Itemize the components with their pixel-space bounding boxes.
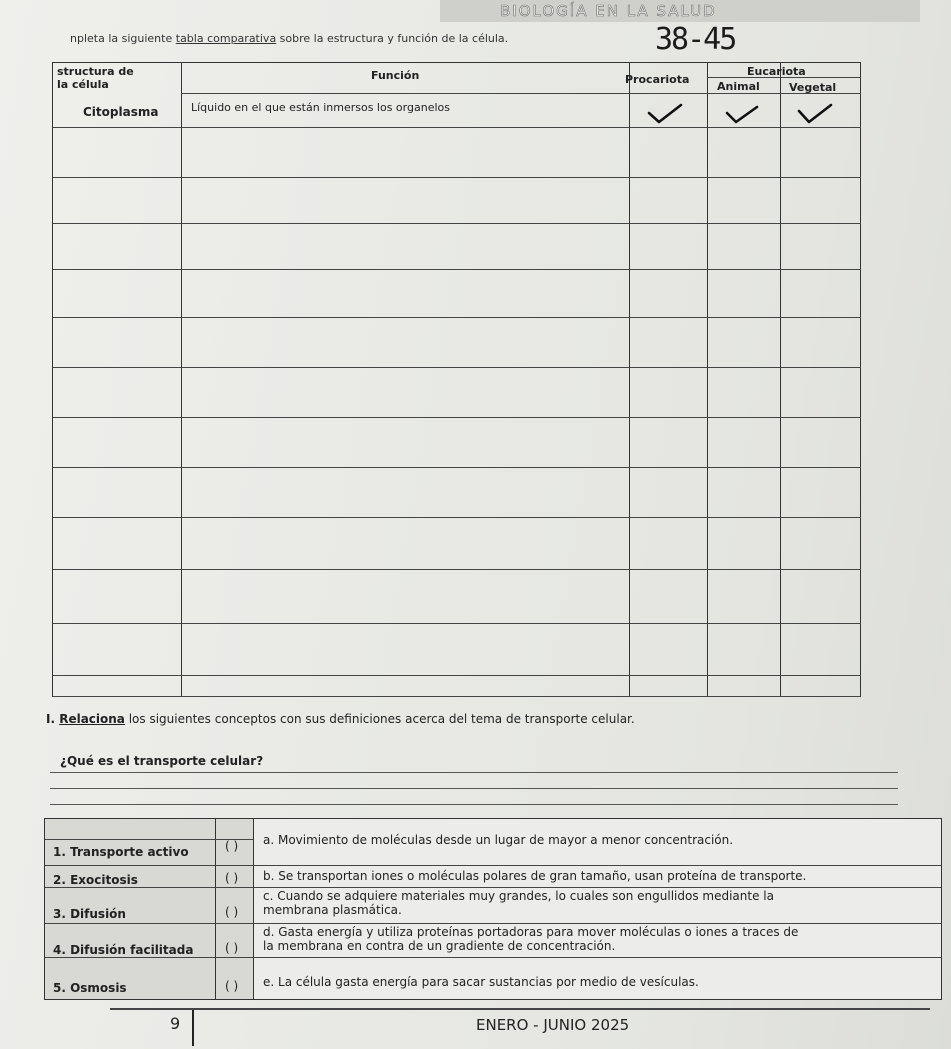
- header-structure-line1: structura de: [57, 65, 134, 78]
- term-diffusion: 3. Difusión: [53, 907, 126, 921]
- section-instruction: los siguientes conceptos con sus definiciones acerca del tema de transporte celular.: [124, 712, 635, 726]
- definition-b-text: b. Se transportan iones o moléculas polares de gran tamaño, usan proteína de transporte.: [263, 869, 807, 883]
- definition-e: [263, 975, 699, 989]
- check-icon-plant: [797, 103, 833, 125]
- definition-d-line2: la membrana en contra de un gradiente de concentración.: [263, 939, 616, 953]
- definition-e-text: e. La célula gasta energía para sacar sustancias por medio de vesículas.: [263, 975, 699, 989]
- answer-line: [50, 804, 898, 805]
- header-title: BIOLOGÍA EN LA SALUD: [500, 2, 717, 20]
- definition-a: [263, 833, 733, 847]
- instruction-underlined: tabla comparativa: [175, 32, 277, 45]
- header-structure-line2: la célula: [57, 78, 109, 91]
- handwritten-page-range: 38-45: [655, 22, 736, 57]
- section-heading: [46, 712, 635, 726]
- footer-rule: [110, 1008, 930, 1010]
- header-prokaryote: Procariota: [625, 73, 690, 86]
- answer-slot-5[interactable]: ( ): [225, 979, 239, 993]
- instruction-suffix: sobre la estructura y función de la célula.: [276, 32, 509, 45]
- instruction-prefix: npleta la siguiente: [70, 32, 176, 45]
- question-transport: ¿Qué es el transporte celular?: [60, 754, 264, 768]
- header-eukaryote: Eucariota: [747, 65, 806, 78]
- answer-slot-4[interactable]: ( ): [225, 941, 239, 955]
- term-exocytosis: 2. Exocitosis: [53, 873, 138, 887]
- answer-slot-3[interactable]: ( ): [225, 905, 239, 919]
- table-instruction: [70, 32, 508, 45]
- term-active-transport: 1. Transporte activo: [53, 845, 189, 859]
- header-function: Función: [371, 69, 420, 82]
- definition-a-text: a. Movimiento de moléculas desde un lugar de mayor a menor concentración.: [263, 833, 734, 847]
- header-plant: Vegetal: [789, 81, 837, 94]
- definition-c-line2: membrana plasmática.: [263, 903, 402, 917]
- answer-line: [50, 788, 898, 789]
- page-number: 9: [170, 1014, 181, 1033]
- term-osmosis: 5. Osmosis: [53, 981, 127, 995]
- definition-d-line1: d. Gasta energía y utiliza proteínas portadoras para mover moléculas o iones a traces de: [263, 925, 799, 939]
- answer-slot-2[interactable]: ( ): [225, 871, 239, 885]
- section-numeral: I.: [46, 712, 60, 726]
- footer-date: ENERO - JUNIO 2025: [476, 1016, 630, 1034]
- answer-slot-1[interactable]: ( ): [225, 839, 239, 853]
- check-icon-prokaryote: [647, 103, 683, 125]
- footer-divider: [192, 1010, 194, 1046]
- term-facilitated-diffusion: 4. Difusión facilitada: [53, 943, 194, 957]
- check-icon-animal: [725, 105, 759, 125]
- section-keyword: Relaciona: [59, 712, 125, 726]
- definition-c: [263, 889, 774, 917]
- comparison-table: [52, 62, 861, 697]
- row-structure-cytoplasm: Citoplasma: [83, 105, 159, 119]
- row-function-cytoplasm: Líquido en el que están inmersos los organelos: [191, 101, 450, 114]
- definition-b: [263, 869, 806, 883]
- header-animal: Animal: [717, 80, 760, 93]
- matching-table: [44, 818, 942, 1000]
- definition-c-line1: c. Cuando se adquiere materiales muy grandes, lo cuales son engullidos mediante la: [263, 889, 774, 903]
- answer-line: [50, 772, 898, 773]
- definition-d: [263, 925, 798, 953]
